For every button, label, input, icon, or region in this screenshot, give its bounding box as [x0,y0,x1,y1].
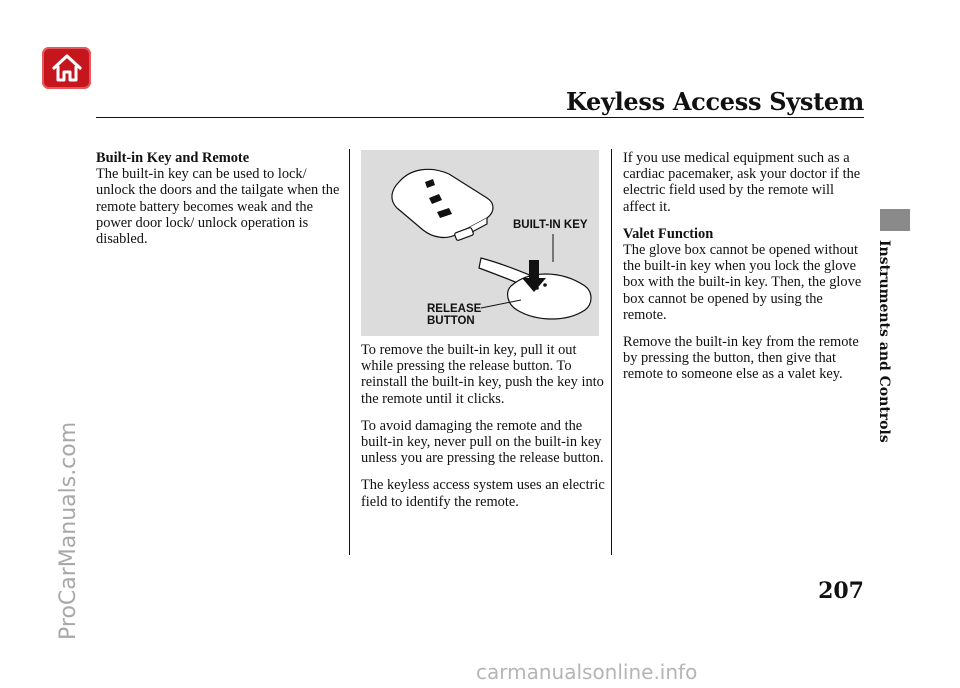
home-button[interactable] [42,47,91,89]
watermark-bottom: carmanualsonline.info [476,660,698,684]
watermark-left: ProCarManuals.com [56,421,81,640]
release-button-label-line2: BUTTON [427,315,475,327]
section-title: Keyless Access System [565,87,864,116]
built-in-key-label: BUILT-IN KEY [513,219,588,231]
valet-function-paragraph: The glove box cannot be opened without the built-in key when you lock the glove box with the built-in key. Then, the glove box cannot be opened by using the remote. [623,242,862,323]
remote-key-figure [361,150,599,336]
column-divider-2 [611,149,612,555]
home-icon [50,53,84,83]
page-number: 207 [818,578,864,604]
electric-field-paragraph: The keyless access system uses an electric field to identify the remote. [361,477,605,510]
valet-key-paragraph: Remove the built-in key from the remote by pressing the button, then give that remote to someone else as a valet key. [623,334,859,383]
side-tab-label: Instruments and Controls [876,240,892,443]
column-3 [623,150,869,394]
column-1 [96,150,342,258]
avoid-damage-paragraph: To avoid damaging the remote and the built-in key, never pull on the built-in key unless you are pressing the release button. [361,417,604,467]
valet-function-heading: Valet Function [623,225,714,242]
built-in-key-heading: Built-in Key and Remote [96,150,250,166]
remove-key-paragraph: To remove the built-in key, pull it out while pressing the release button. To reinstall the built-in key, push the key into the remote until it clicks. [361,342,604,407]
release-button-label-line1: RELEASE [427,303,482,315]
column-divider-1 [349,149,350,555]
built-in-key-paragraph: The built-in key can be used to lock/ unlock the doors and the tailgate when the remote battery becomes weak and the power door lock/ unlock operation is disabled. [96,166,340,248]
side-tab-marker[interactable] [880,209,910,231]
medical-equipment-paragraph: If you use medical equipment such as a cardiac pacemaker, ask your doctor if the electric field used by the remote will affect it. [623,150,861,215]
column-2 [361,342,607,521]
header-divider [96,117,864,118]
